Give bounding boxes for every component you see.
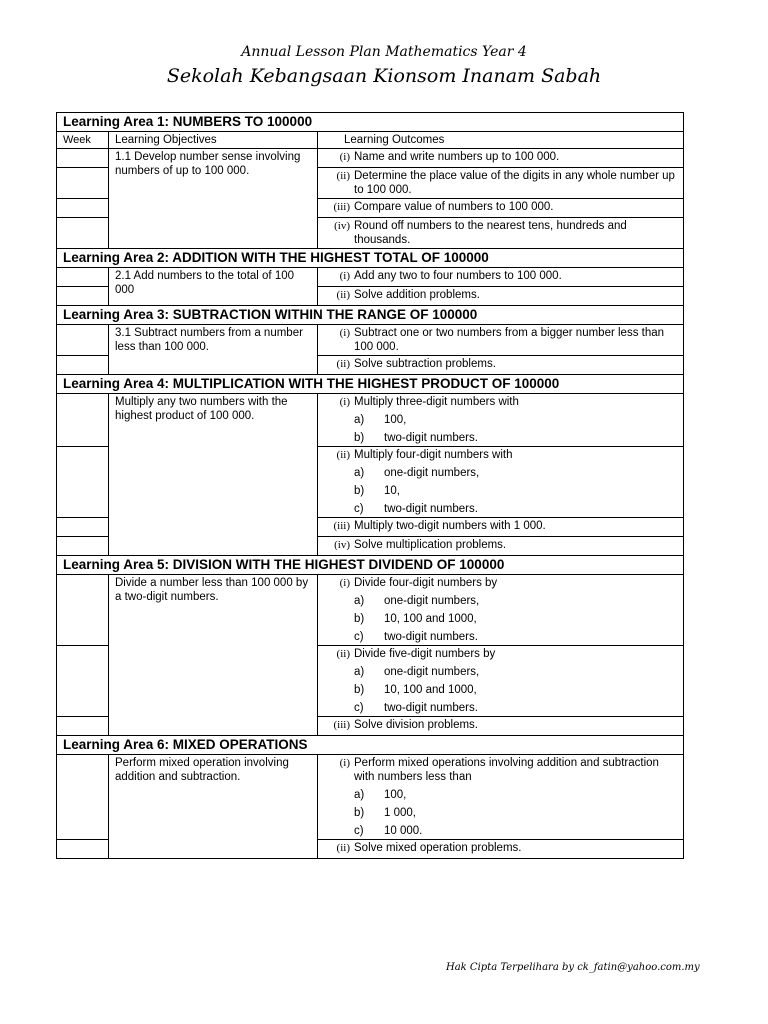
week-cell xyxy=(57,394,109,447)
learning-area-row xyxy=(57,556,684,575)
outcome-cell xyxy=(318,537,684,556)
sub-item xyxy=(324,612,679,626)
objectives-header: Learning Objectives xyxy=(109,132,318,149)
sub-item xyxy=(324,630,679,644)
outcome-text: Divide five-digit numbers by xyxy=(354,648,496,660)
sub-text: two-digit numbers. xyxy=(384,432,478,444)
sub-text: 10, xyxy=(384,485,400,497)
outcome-cell xyxy=(318,199,684,218)
roman-numeral: (i) xyxy=(339,270,350,282)
week-cell xyxy=(57,518,109,537)
learning-area-row xyxy=(57,249,684,268)
sub-item xyxy=(324,788,679,802)
sub-text: 10, 100 and 1000, xyxy=(384,613,477,625)
outcome-item xyxy=(324,326,679,354)
roman-numeral: (i) xyxy=(339,151,350,163)
outcome-row xyxy=(57,394,684,447)
outcome-text: Perform mixed operations involving addition and subtraction with numbers less than xyxy=(354,757,659,783)
sub-text: one-digit numbers, xyxy=(384,467,480,479)
outcome-cell xyxy=(318,149,684,168)
outcome-text: Multiply four-digit numbers with xyxy=(354,449,513,461)
outcome-cell xyxy=(318,447,684,518)
outcome-item xyxy=(324,538,679,552)
outcome-text: Add any two to four numbers to 100 000. xyxy=(354,270,562,282)
sub-text: one-digit numbers, xyxy=(384,666,480,678)
outcome-cell xyxy=(318,575,684,646)
week-cell xyxy=(57,537,109,556)
outcome-text: Round off numbers to the nearest tens, hundreds and thousands. xyxy=(354,220,627,246)
roman-numeral: (ii) xyxy=(336,648,350,660)
sub-item xyxy=(324,701,679,715)
outcome-item xyxy=(324,150,679,164)
outcome-text: Subtract one or two numbers from a bigger number less than 100 000. xyxy=(354,327,665,353)
outcome-item xyxy=(324,519,679,533)
objective-cell: 1.1 Develop number sense involving numbers of up to 100 000. xyxy=(109,149,318,249)
roman-numeral: (ii) xyxy=(336,842,350,854)
roman-numeral: (iv) xyxy=(334,539,350,551)
outcome-cell xyxy=(318,268,684,287)
outcome-text: Multiply two-digit numbers with 1 000. xyxy=(354,520,546,532)
sub-letter: b) xyxy=(354,485,365,497)
sub-item xyxy=(324,413,679,427)
roman-numeral: (ii) xyxy=(336,449,350,461)
sub-text: 1 000, xyxy=(384,807,416,819)
outcome-text: Solve multiplication problems. xyxy=(354,539,507,551)
sub-letter: c) xyxy=(354,825,364,837)
sub-letter: c) xyxy=(354,631,364,643)
outcome-item xyxy=(324,219,679,247)
outcome-item xyxy=(324,647,679,661)
outcome-cell xyxy=(318,518,684,537)
roman-numeral: (iii) xyxy=(333,520,350,532)
week-cell xyxy=(57,168,109,199)
week-cell xyxy=(57,447,109,518)
outcome-text: Solve mixed operation problems. xyxy=(354,842,522,854)
sub-letter: a) xyxy=(354,467,365,479)
sub-letter: b) xyxy=(354,684,365,696)
week-header: Week xyxy=(57,132,109,149)
outcome-item xyxy=(324,288,679,302)
learning-area-title: Learning Area 6: MIXED OPERATIONS xyxy=(57,736,684,755)
sub-letter: a) xyxy=(354,666,365,678)
roman-numeral: (i) xyxy=(339,577,350,589)
week-cell xyxy=(57,646,109,717)
outcome-item xyxy=(324,756,679,784)
objective-cell: 2.1 Add numbers to the total of 100 000 xyxy=(109,268,318,306)
learning-area-row xyxy=(57,113,684,132)
week-cell xyxy=(57,356,109,375)
outcome-item xyxy=(324,169,679,197)
outcome-row xyxy=(57,149,684,168)
week-cell xyxy=(57,575,109,646)
outcome-cell xyxy=(318,218,684,249)
outcome-cell xyxy=(318,646,684,717)
sub-letter: a) xyxy=(354,595,365,607)
outcome-cell xyxy=(318,840,684,859)
roman-numeral: (i) xyxy=(339,396,350,408)
outcome-cell xyxy=(318,325,684,356)
outcome-text: Multiply three-digit numbers with xyxy=(354,396,519,408)
outcomes-header: Learning Outcomes xyxy=(318,132,684,149)
week-cell xyxy=(57,199,109,218)
roman-numeral: (iii) xyxy=(333,719,350,731)
sub-item xyxy=(324,665,679,679)
roman-numeral: (iv) xyxy=(334,220,350,232)
lesson-plan-table xyxy=(56,112,684,859)
objective-cell: 3.1 Subtract numbers from a number less than 100 000. xyxy=(109,325,318,375)
sub-text: two-digit numbers. xyxy=(384,702,478,714)
outcome-cell xyxy=(318,356,684,375)
sub-item xyxy=(324,431,679,445)
roman-numeral: (ii) xyxy=(336,289,350,301)
sub-item xyxy=(324,806,679,820)
document-subtitle: Annual Lesson Plan Mathematics Year 4 xyxy=(241,44,527,60)
sub-item xyxy=(324,502,679,516)
sub-letter: b) xyxy=(354,807,365,819)
outcome-row xyxy=(57,575,684,646)
outcome-text: Solve division problems. xyxy=(354,719,479,731)
sub-letter: a) xyxy=(354,789,365,801)
copyright-footer: Hak Cipta Terpelihara by ck_fatin@yahoo.com.my xyxy=(446,962,700,973)
learning-area-title: Learning Area 4: MULTIPLICATION WITH THE HIGHEST PRODUCT OF 100000 xyxy=(57,375,684,394)
outcome-item xyxy=(324,269,679,283)
week-cell xyxy=(57,287,109,306)
outcome-row xyxy=(57,755,684,840)
objective-cell: Divide a number less than 100 000 by a two-digit numbers. xyxy=(109,575,318,736)
outcome-text: Determine the place value of the digits in any whole number up to 100 000. xyxy=(354,170,675,196)
outcome-cell xyxy=(318,755,684,840)
roman-numeral: (i) xyxy=(339,757,350,769)
outcome-cell xyxy=(318,287,684,306)
learning-area-title: Learning Area 1: NUMBERS TO 100000 xyxy=(57,113,684,132)
learning-area-row xyxy=(57,375,684,394)
sub-item xyxy=(324,466,679,480)
outcome-text: Solve addition problems. xyxy=(354,289,480,301)
learning-area-row xyxy=(57,736,684,755)
column-header-row xyxy=(57,132,684,149)
outcome-item xyxy=(324,200,679,214)
sub-letter: b) xyxy=(354,613,365,625)
outcome-item xyxy=(324,395,679,409)
sub-text: 10, 100 and 1000, xyxy=(384,684,477,696)
learning-area-title: Learning Area 2: ADDITION WITH THE HIGHEST TOTAL OF 100000 xyxy=(57,249,684,268)
sub-item xyxy=(324,484,679,498)
outcome-cell xyxy=(318,717,684,736)
outcome-text: Divide four-digit numbers by xyxy=(354,577,498,589)
roman-numeral: (iii) xyxy=(333,201,350,213)
week-cell xyxy=(57,218,109,249)
sub-text: 10 000. xyxy=(384,825,423,837)
outcome-item xyxy=(324,357,679,371)
week-cell xyxy=(57,840,109,859)
roman-numeral: (ii) xyxy=(336,170,350,182)
outcome-text: Name and write numbers up to 100 000. xyxy=(354,151,560,163)
sub-letter: c) xyxy=(354,503,364,515)
sub-text: one-digit numbers, xyxy=(384,595,480,607)
outcome-item xyxy=(324,448,679,462)
learning-area-title: Learning Area 5: DIVISION WITH THE HIGHEST DIVIDEND OF 100000 xyxy=(57,556,684,575)
week-cell xyxy=(57,717,109,736)
week-cell xyxy=(57,149,109,168)
week-cell xyxy=(57,325,109,356)
sub-letter: b) xyxy=(354,432,365,444)
outcome-item xyxy=(324,576,679,590)
sub-text: two-digit numbers. xyxy=(384,503,478,515)
learning-area-row xyxy=(57,306,684,325)
roman-numeral: (i) xyxy=(339,327,350,339)
outcome-row xyxy=(57,268,684,287)
outcome-text: Compare value of numbers to 100 000. xyxy=(354,201,554,213)
sub-item xyxy=(324,683,679,697)
sub-text: 100, xyxy=(384,789,407,801)
sub-item xyxy=(324,824,679,838)
outcome-text: Solve subtraction problems. xyxy=(354,358,496,370)
learning-area-title: Learning Area 3: SUBTRACTION WITHIN THE RANGE OF 100000 xyxy=(57,306,684,325)
outcome-cell xyxy=(318,168,684,199)
outcome-item xyxy=(324,841,679,855)
sub-text: two-digit numbers. xyxy=(384,631,478,643)
school-name: Sekolah Kebangsaan Kionsom Inanam Sabah xyxy=(166,65,602,87)
objective-cell: Perform mixed operation involving addition and subtraction. xyxy=(109,755,318,859)
outcome-item xyxy=(324,718,679,732)
outcome-row xyxy=(57,325,684,356)
week-cell xyxy=(57,268,109,287)
roman-numeral: (ii) xyxy=(336,358,350,370)
sub-text: 100, xyxy=(384,414,407,426)
sub-letter: c) xyxy=(354,702,364,714)
week-cell xyxy=(57,755,109,840)
objective-cell: Multiply any two numbers with the highest product of 100 000. xyxy=(109,394,318,556)
outcome-cell xyxy=(318,394,684,447)
sub-item xyxy=(324,594,679,608)
sub-letter: a) xyxy=(354,414,365,426)
